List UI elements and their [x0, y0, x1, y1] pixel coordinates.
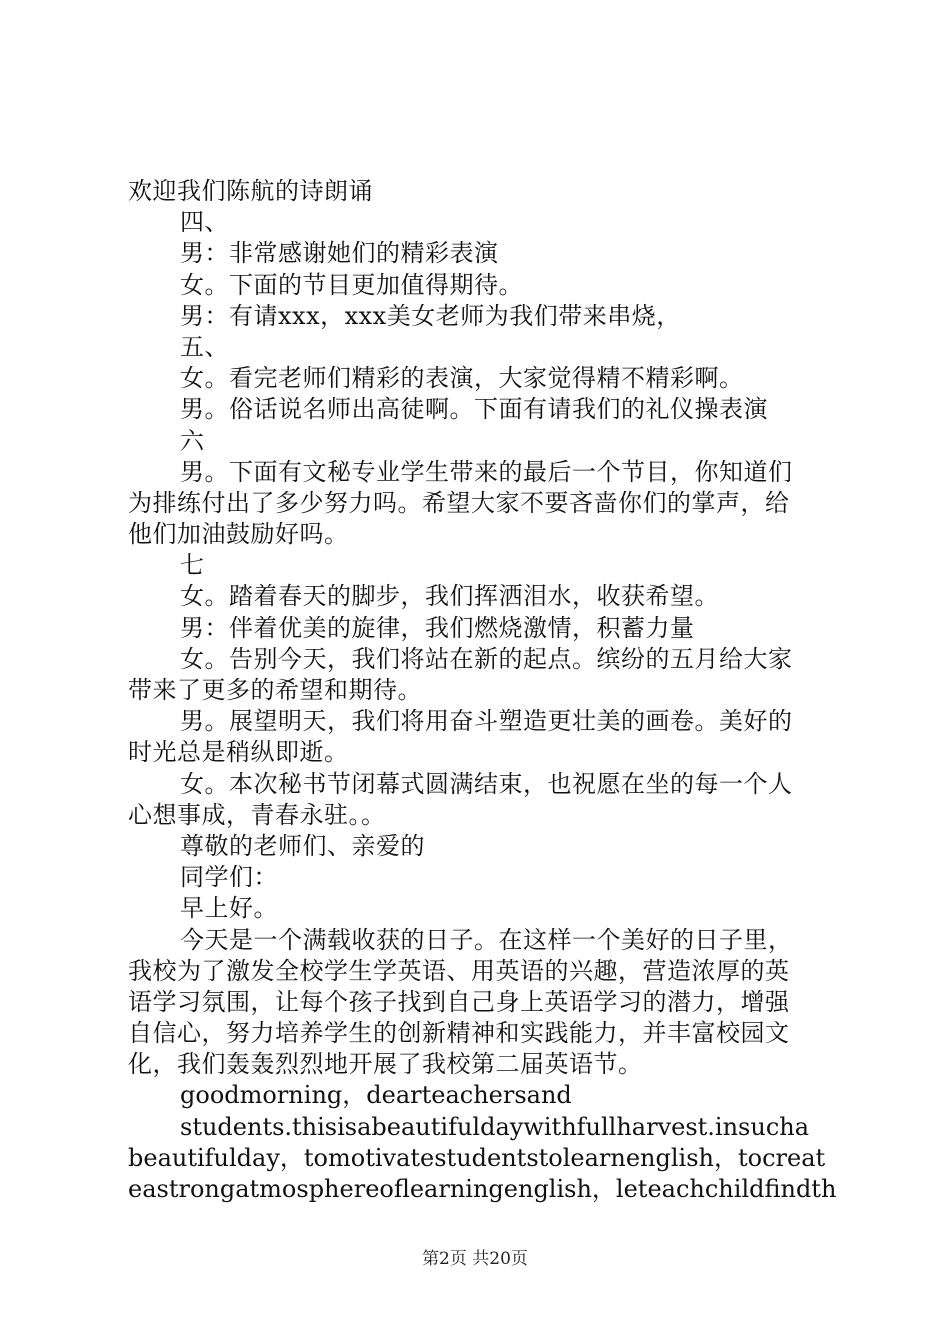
text-line: 六: [180, 426, 205, 455]
text-line: 心想事成，青春永驻。。: [128, 800, 386, 829]
text-line: 女。本次秘书节闭幕式圆满结束，也祝愿在坐的每一个人: [180, 769, 793, 798]
text-line: 女。告别今天，我们将站在新的起点。缤纷的五月给大家: [180, 644, 793, 673]
text-line: 我校为了激发全校学生学英语、用英语的兴趣，营造浓厚的英: [128, 956, 790, 985]
text-line: 时光总是稍纵即逝。: [128, 738, 349, 767]
text-line: goodmorning，dearteachersand: [180, 1081, 572, 1110]
text-line: 欢迎我们陈航的诗朗诵: [128, 177, 373, 205]
text-line: 男：伴着优美的旋律，我们燃烧激情，积蓄力量: [180, 613, 695, 642]
text-line: 今天是一个满载收获的日子。在这样一个美好的日子里，: [180, 925, 793, 954]
document-body: [128, 176, 838, 1205]
text-line: 五、: [180, 332, 229, 361]
text-line: 男：有请xxx，xxx美女老师为我们带来串烧，: [180, 301, 681, 330]
text-line: 女。踏着春天的脚步，我们挥洒泪水，收获希望。: [180, 582, 719, 611]
text-line: 尊敬的老师们、亲爱的: [180, 831, 425, 860]
text-line: students.thisisabeautifuldaywithfullharvest.insucha: [180, 1112, 810, 1141]
text-line: 早上好。: [180, 894, 278, 923]
text-line: 他们加油鼓励好吗。: [128, 520, 349, 549]
text-line: 语学习氛围，让每个孩子找到自己身上英语学习的潜力，增强: [128, 987, 790, 1016]
text-line: 男。俗话说名师出高徒啊。下面有请我们的礼仪操表演: [180, 395, 768, 424]
text-line: 男：非常感谢她们的精彩表演: [180, 239, 499, 268]
text-line: 四、: [180, 208, 229, 237]
text-line: 带来了更多的希望和期待。: [128, 676, 422, 704]
text-line: eastrongatmosphereoflearningenglish，leteachchildfindth: [128, 1175, 837, 1203]
text-line: 为排练付出了多少努力吗。希望大家不要吝啬你们的掌声，给: [128, 488, 790, 517]
text-line: 男。下面有文秘专业学生带来的最后一个节目，你知道们: [180, 457, 793, 486]
text-line: 男。展望明天，我们将用奋斗塑造更壮美的画卷。美好的: [180, 707, 793, 736]
text-line: 七: [180, 551, 205, 580]
text-line: beautifulday，tomotivatestudentstolearnenglish，tocreat: [128, 1143, 826, 1172]
text-line: 自信心，努力培养学生的创新精神和实践能力，并丰富校园文: [128, 1019, 790, 1048]
text-line: 化，我们轰轰烈烈地开展了我校第二届英语节。: [128, 1050, 643, 1079]
page-footer: 第2页 共20页: [422, 1249, 528, 1269]
text-line: 同学们：: [180, 863, 278, 892]
text-line: 女。看完老师们精彩的表演，大家觉得精不精彩啊。: [180, 364, 744, 393]
text-line: 女。下面的节目更加值得期待。: [180, 270, 523, 299]
